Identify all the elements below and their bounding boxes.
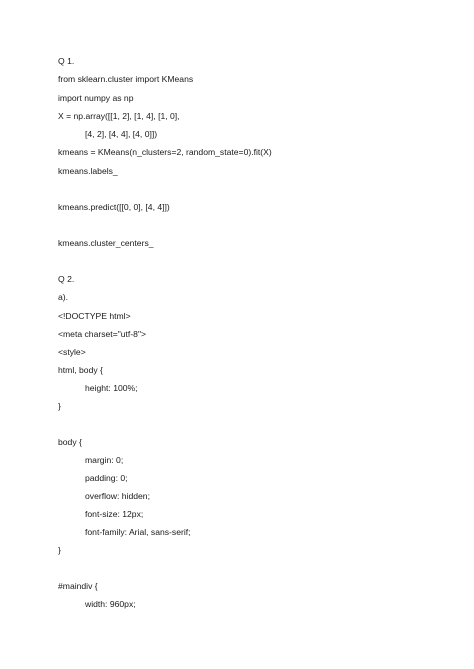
code-line: from sklearn.cluster import KMeans — [58, 74, 194, 84]
code-line: width: 960px; — [85, 599, 136, 609]
code-line: kmeans = KMeans(n_clusters=2, random_state=0).fit(X) — [58, 147, 272, 157]
code-line: body { — [58, 437, 82, 447]
code-line: kmeans.predict([[0, 0], [4, 4]]) — [58, 202, 170, 212]
code-line: X = np.array([[1, 2], [1, 4], [1, 0], — [58, 111, 180, 121]
code-line: kmeans.labels_ — [58, 166, 118, 176]
code-line: html, body { — [58, 365, 103, 375]
code-line: margin: 0; — [85, 455, 124, 465]
code-line: <meta charset="utf-8"> — [58, 329, 147, 339]
code-line: #maindiv { — [58, 581, 98, 591]
code-line: } — [58, 401, 61, 411]
code-line: } — [58, 545, 61, 555]
code-line: padding: 0; — [85, 473, 128, 483]
code-line: import numpy as np — [58, 93, 134, 103]
subquestion-label: a). — [58, 292, 69, 302]
code-line: <style> — [58, 347, 86, 357]
code-line: kmeans.cluster_centers_ — [58, 238, 154, 248]
code-line: font-size: 12px; — [85, 509, 144, 519]
question-2-heading: Q 2. — [58, 274, 75, 284]
code-line: [4, 2], [4, 4], [4, 0]]) — [85, 129, 158, 139]
question-1-heading: Q 1. — [58, 56, 75, 66]
code-line: height: 100%; — [85, 383, 138, 393]
code-line: <!DOCTYPE html> — [58, 311, 131, 321]
code-line: font-family: Arial, sans-serif; — [85, 527, 191, 537]
code-line: overflow: hidden; — [85, 491, 150, 501]
